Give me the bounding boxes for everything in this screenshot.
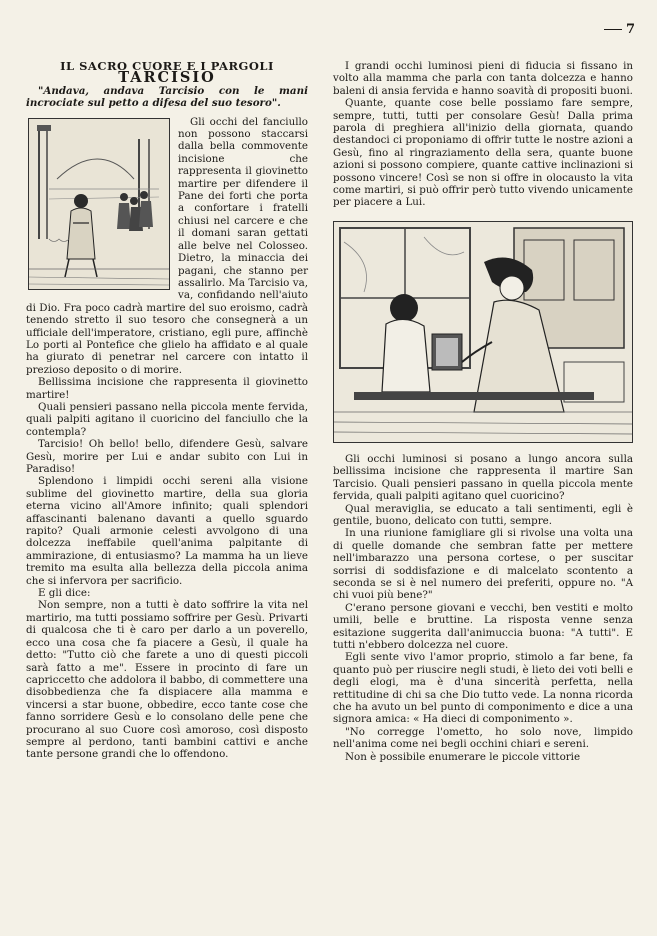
paragraph: C'erano persone giovani e vecchi, ben vestiti e molto umili, belle e bruttine. La risposta venne senza esitazione suggerita dall'animuccia buona: "A tutti". E tutti n'ebbero dolcezza nel cuore. bbox=[333, 601, 633, 651]
left-column bbox=[26, 60, 308, 761]
paragraph: In una riunione famigliare gli si rivolse una volta una di quelle domande che sembran fatte per mettere nell'imbarazzo una persona cortese, o per suscitar sorrisi di soddisfazione e di malcelato scontento a seconda se si è nel numero dei preferiti, oppure no. "A chi vuoi più bene?" bbox=[333, 527, 633, 602]
paragraph: Non è possibile enumerare le piccole vittorie bbox=[345, 750, 581, 763]
paragraph: I grandi occhi luminosi pieni di fiducia si fissano in volto alla mamma che parla con tanta dolcezza e hanno baleni di ansia fervida e hanno soavità di propositi buoni. bbox=[333, 60, 633, 97]
page-number: 7 bbox=[625, 22, 635, 37]
tarcisio-engraving-illustration bbox=[28, 118, 170, 290]
paragraph: Quali pensieri passano nella piccola mente fervida, quali palpiti agitano il cuoricino del fanciullo che la contempla? bbox=[26, 400, 308, 438]
paragraph: Splendono i limpidi occhi sereni alla visione sublime del giovinetto martire, della sua gloria eterna vicino all'Amore infinito; quali splendori affascinanti balenano davanti a quello sguardo rapito? Quali armonie celesti avvolgono di una dolcezza ineffabile quell'anima palpitante di ammirazione, di entusiasmo? La mamma ha un lieve tremito ma esulta alla bellezza della piccola anima che si infervora per sacrificio. bbox=[26, 475, 308, 587]
paragraph: E gli dice: bbox=[38, 587, 91, 600]
paragraph: Gli occhi luminosi si posano a lungo ancora sulla bellissima incisione che rappresenta il martire San Tarcisio. Quali pensieri passano in quella piccola mente fervida, quali palpiti agitano quel cuoricino? bbox=[333, 452, 633, 503]
paragraph: Bellissima incisione che rappresenta il giovinetto martire! bbox=[26, 376, 308, 401]
paragraph: "No corregge l'ometto, ho solo nove, limpido nell'anima come nei begli occhini chiari e sereni. bbox=[333, 725, 633, 751]
paragraph: Quante, quante cose belle possiamo fare sempre, sempre, tutti, tutti per consolare Gesù! Dalla prima parola di preghiera all'inizio della giornata, quando destandoci ci proponiamo di offrir tutte le nostre azioni a Gesù, fino al ringraziamento della sera, quante buone azioni si possono compiere, quante cattive inclinazioni si possono vincere! Così se non si offre in olocausto la vita come martiri, si può offrir però tutto vivendo unicamente per piacere a Lui. bbox=[333, 97, 633, 209]
mother-child-illustration bbox=[333, 221, 633, 443]
article-title: TARCISIO bbox=[118, 69, 216, 87]
paragraph: Non sempre, non a tutti è dato soffrire la vita nel martirio, ma tutti possiamo soffrire per Gesù. Privarti di qualcosa che ti è caro per darlo a un poverello, ecco una cosa che fa piacere a Gesù, il quale ha detto: "Tutto ciò che farete a uno di questi piccoli sarà fatto a me". Essere in procinto di fare un capriccetto che addolora il babbo, di commettere una disobbedienza che fa dispiacere alla mamma e vincersi a star buone, obbedire, ecco tante cose che fanno sorridere Gesù e lo consolano delle pene che procurano al suo Cuore così amoroso, così disposto sempre al perdono, tanti bambini cattivi e anche tante persone grandi che lo offendono. bbox=[26, 599, 308, 761]
paragraph: Tarcisio! Oh bello! bello, difendere Gesù, salvare Gesù, morire per Lui e andar subito con Lui in Paradiso! bbox=[26, 438, 308, 475]
paragraph: Egli sente vivo l'amor proprio, stimolo a far bene, fa quanto può per riuscire negli studi, è lieto dei voti belli e degli elogi, ma è d'una sincerità perfetta, nella rettitudine di chi sa che Dio tutto vede. La nonna ricorda che ha avuto un bel punto di componimento e dice a una signora amica: « Ha dieci di componimento ». bbox=[333, 651, 633, 726]
right-column bbox=[333, 60, 633, 763]
section-header: IL SACRO CUORE E I PARGOLI bbox=[60, 59, 274, 73]
paragraph: Qual meraviglia, se educato a tali sentimenti, egli è gentile, buono, delicato con tutti, sempre. bbox=[333, 502, 633, 527]
article-subtitle: "Andava, andava Tarcisio con le mani incrociate sul petto a difesa del suo tesoro". bbox=[26, 84, 308, 110]
paragraph: Gli occhi del fanciullo non possono staccarsi dalla bella commovente incisione che rappresenta il giovinetto martire per difendere il Pane dei forti che porta a confortare i fratelli chiusi nel carcere e che il domani saran gettati alle belve nel Colosseo. Dietro, la minaccia dei pagani, che stanno per assalirlo. Ma Tarcisio va, va, confidando nell'aiuto di Dio. Fra poco cadrà martire del suo eroismo, cadrà tenendo stretto il suo tesoro che consegnerà a un ufficiale dell'imperatore, cristiano, egli pure, affinchè Lo porti al Pontefice che glielo ha affidato e al quale ha giurato di penetrar nel carcere con intatto il prezioso deposito o di morire. bbox=[26, 115, 308, 376]
